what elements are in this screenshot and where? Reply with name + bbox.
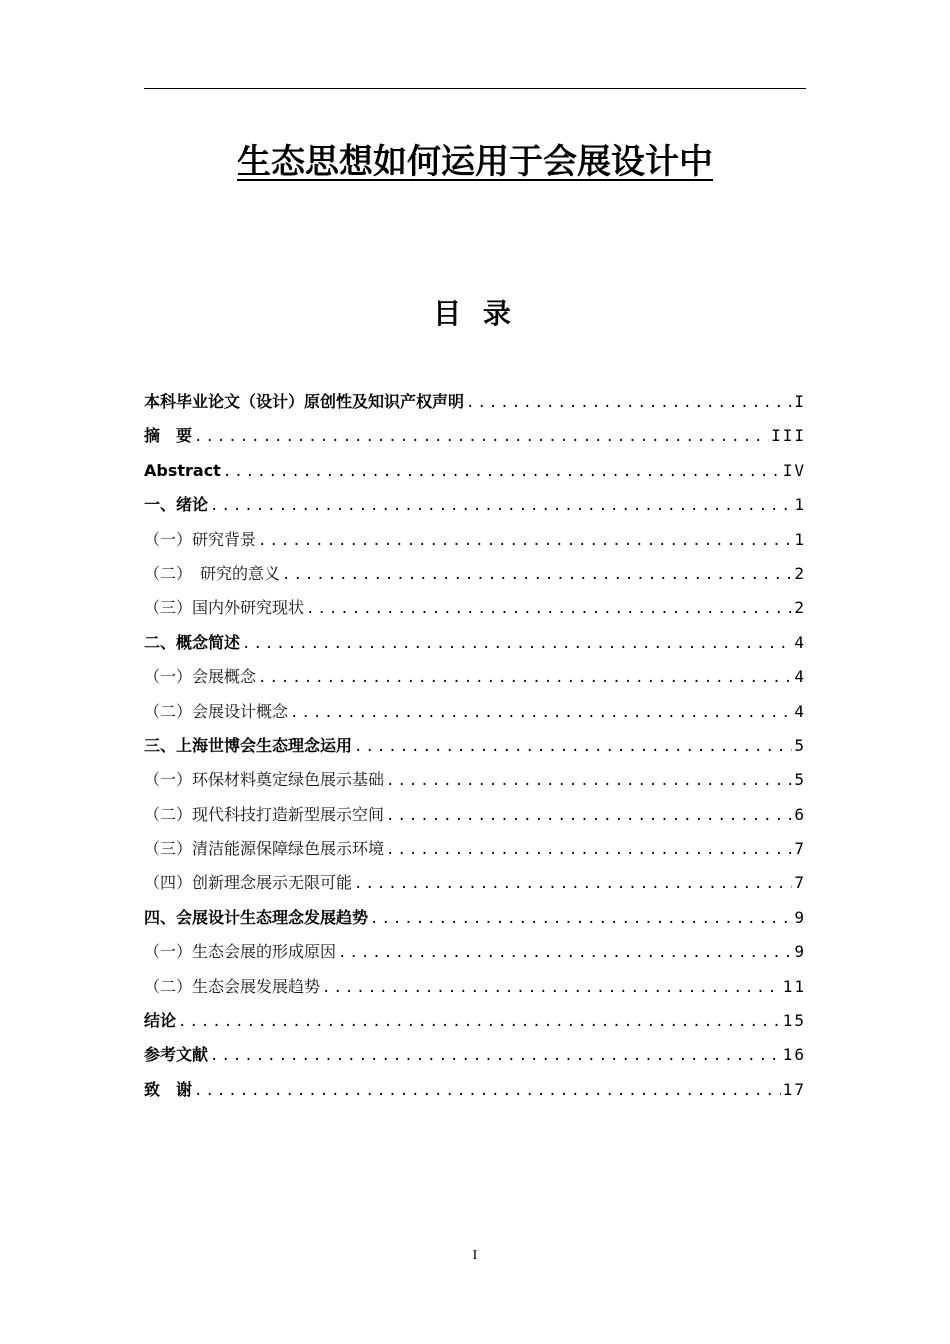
toc-entry-page: 1	[794, 529, 806, 549]
toc-entry[interactable]	[144, 454, 806, 488]
toc-entry-label: Abstract	[144, 460, 221, 480]
document-title-text: 生态思想如何运用于会展设计中	[237, 142, 713, 182]
toc-entry-page: IV	[782, 460, 806, 480]
toc-dot-leader	[386, 833, 792, 867]
toc-dot-leader	[242, 627, 792, 661]
toc-entry[interactable]	[144, 763, 806, 797]
table-of-contents	[144, 385, 806, 1107]
toc-dot-leader	[354, 730, 792, 764]
toc-entry-label: （一）研究背景	[144, 529, 257, 549]
toc-entry-label: （三）清洁能源保障绿色展示环境	[144, 839, 385, 859]
toc-entry[interactable]	[144, 695, 806, 729]
toc-entry-page: 1	[794, 495, 806, 515]
toc-entry-page: 7	[794, 873, 806, 893]
toc-entry[interactable]	[144, 1038, 806, 1072]
toc-entry-page: 5	[794, 770, 806, 790]
toc-entry[interactable]	[144, 488, 806, 522]
toc-entry[interactable]	[144, 866, 806, 900]
toc-entry-label: 一、绪论	[144, 495, 209, 515]
toc-entry-label: 致 谢	[144, 1079, 193, 1099]
toc-entry[interactable]	[144, 832, 806, 866]
toc-dot-leader	[178, 1005, 781, 1039]
toc-entry[interactable]	[144, 523, 806, 557]
toc-entry[interactable]	[144, 385, 806, 419]
toc-entry-label: （一）会展概念	[144, 667, 257, 687]
toc-entry-label: （四）创新理念展示无限可能	[144, 873, 353, 893]
toc-entry[interactable]	[144, 729, 806, 763]
toc-dot-leader	[370, 902, 792, 936]
toc-entry[interactable]	[144, 901, 806, 935]
toc-entry[interactable]	[144, 798, 806, 832]
toc-entry-page: 4	[794, 667, 806, 687]
toc-entry-page: 4	[794, 701, 806, 721]
toc-entry-label: （二） 研究的意义	[144, 563, 281, 583]
toc-dot-leader	[194, 420, 769, 454]
page-number: I	[472, 1248, 478, 1263]
toc-entry-page: 2	[794, 563, 806, 583]
toc-dot-leader	[223, 455, 781, 489]
toc-entry-page: 9	[794, 907, 806, 927]
toc-entry-page: 9	[794, 942, 806, 962]
toc-entry[interactable]	[144, 970, 806, 1004]
toc-entry-label: 四、会展设计生态理念发展趋势	[144, 907, 369, 927]
toc-dot-leader	[386, 799, 792, 833]
toc-entry-label: 摘 要	[144, 426, 193, 446]
toc-entry[interactable]	[144, 1073, 806, 1107]
toc-entry-page: 5	[794, 735, 806, 755]
toc-dot-leader	[282, 558, 792, 592]
toc-entry-label: （二）生态会展发展趋势	[144, 976, 321, 996]
toc-entry[interactable]	[144, 1004, 806, 1038]
toc-heading: 目 录	[433, 297, 517, 330]
toc-dot-leader	[306, 592, 792, 626]
toc-entry-label: 结论	[144, 1011, 177, 1031]
toc-dot-leader	[386, 764, 792, 798]
toc-dot-leader	[210, 489, 792, 523]
toc-dot-leader	[322, 971, 781, 1005]
toc-dot-leader	[258, 524, 792, 558]
toc-entry-page: 17	[782, 1079, 806, 1099]
toc-entry-page: 15	[782, 1011, 806, 1031]
toc-entry-page: III	[771, 426, 806, 446]
toc-entry[interactable]	[144, 591, 806, 625]
toc-entry[interactable]	[144, 626, 806, 660]
toc-entry-label: （二）会展设计概念	[144, 701, 289, 721]
toc-entry-label: （二）现代科技打造新型展示空间	[144, 804, 385, 824]
toc-dot-leader	[354, 867, 792, 901]
toc-entry-page: 6	[794, 804, 806, 824]
toc-entry[interactable]	[144, 660, 806, 694]
toc-entry-page: 7	[794, 839, 806, 859]
toc-entry-label: 本科毕业论文（设计）原创性及知识产权声明	[144, 392, 465, 411]
header-rule	[144, 88, 806, 89]
toc-dot-leader	[338, 936, 792, 970]
toc-entry-label: （一）环保材料奠定绿色展示基础	[144, 770, 385, 790]
toc-entry[interactable]	[144, 557, 806, 591]
toc-entry-label: 参考文献	[144, 1045, 209, 1065]
toc-entry-page: 4	[794, 632, 806, 652]
toc-entry[interactable]	[144, 419, 806, 453]
toc-dot-leader	[290, 696, 792, 730]
toc-entry-label: （三）国内外研究现状	[144, 598, 305, 618]
document-title	[0, 138, 950, 186]
toc-dot-leader	[210, 1039, 781, 1073]
toc-entry-label: 三、上海世博会生态理念运用	[144, 735, 353, 755]
toc-entry-label: （一）生态会展的形成原因	[144, 942, 337, 962]
toc-entry-label: 二、概念简述	[144, 632, 241, 652]
toc-entry-page: I	[794, 392, 806, 411]
toc-entry-page: 11	[782, 976, 806, 996]
toc-dot-leader	[194, 1074, 781, 1108]
toc-entry-page: 2	[794, 598, 806, 618]
toc-entry-page: 16	[782, 1045, 806, 1065]
toc-dot-leader	[258, 661, 792, 695]
toc-dot-leader	[466, 386, 792, 420]
toc-entry[interactable]	[144, 935, 806, 969]
